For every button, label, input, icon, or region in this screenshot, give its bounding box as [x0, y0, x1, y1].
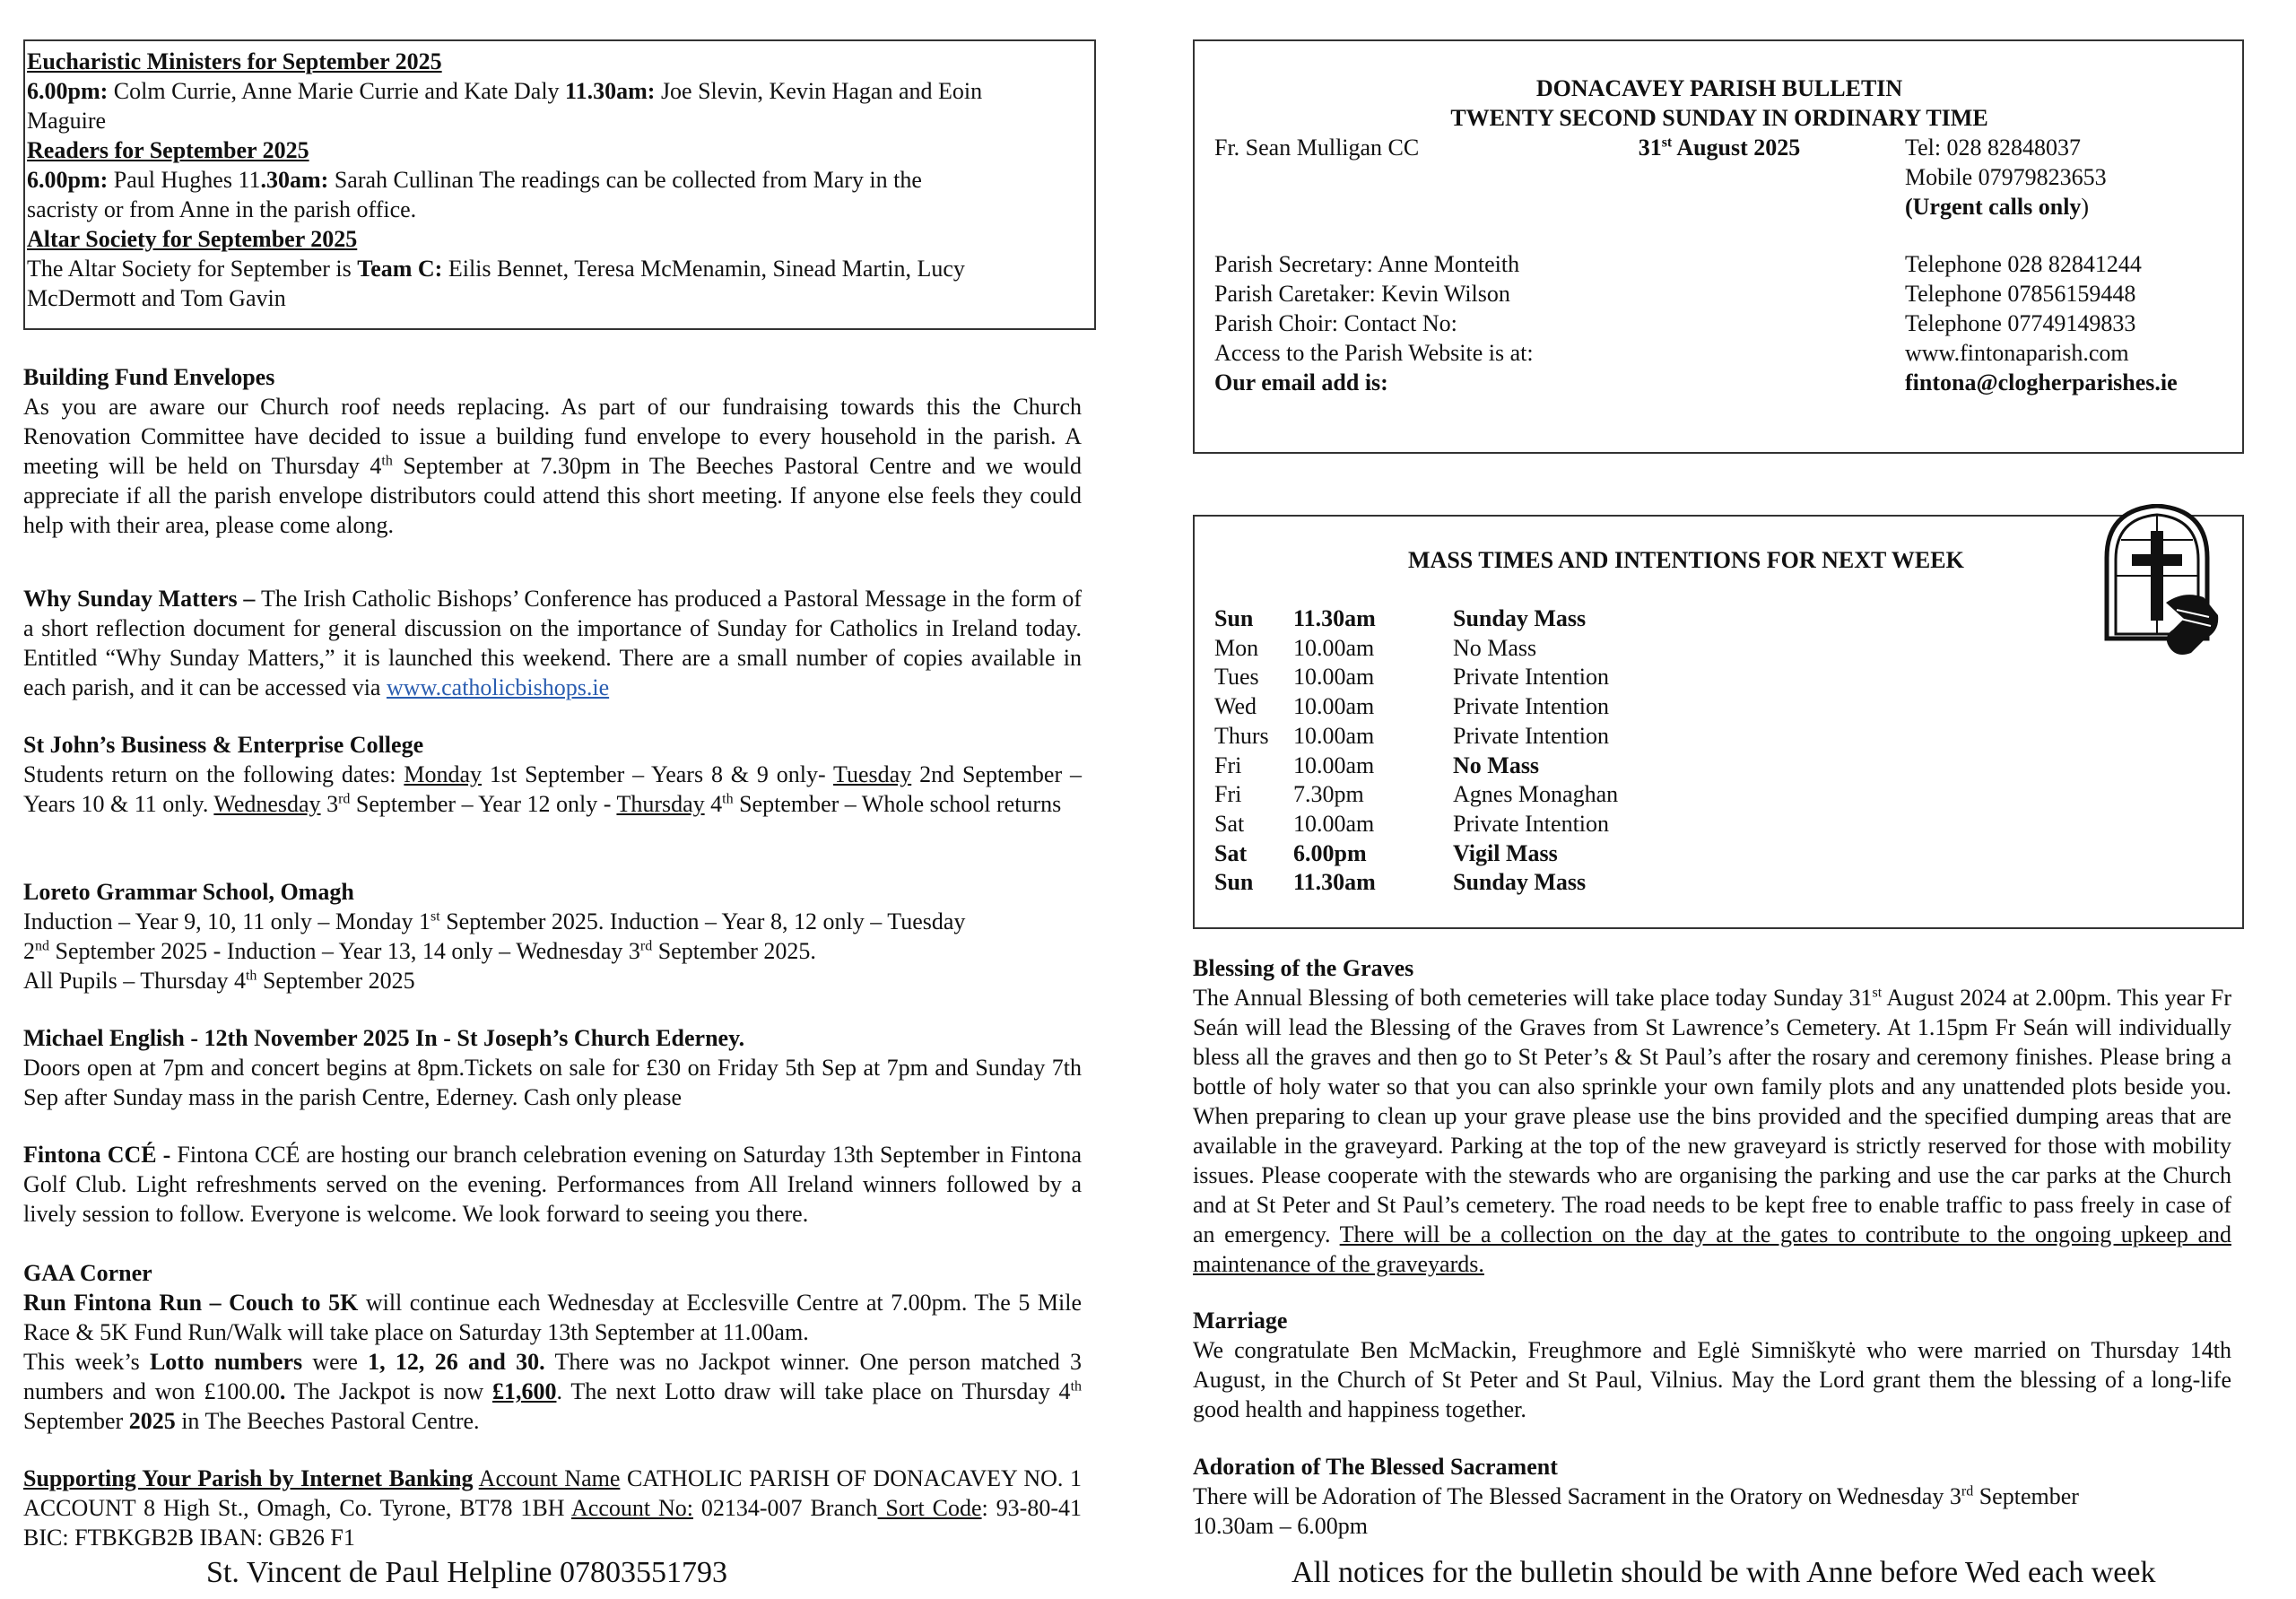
mass-day: Thurs	[1214, 722, 1269, 749]
mass-times-box	[1193, 515, 2244, 929]
internet-banking-heading: Supporting Your Parish by Internet Banking	[23, 1465, 474, 1491]
gaa-corner-heading: GAA Corner	[23, 1260, 152, 1286]
internet-banking-section: Supporting Your Parish by Internet Banking Account Name CATHOLIC PARISH OF DONACAVEY NO. 1 ACCOUNT 8 High St., Omagh, Co. Tyrone, BT78 1BH Account No: 02134-007 Branch Sort Code: 93-80-41 BIC: FTBKGB2B IBAN: GB26 F1	[23, 1465, 1082, 1551]
contact-value: Telephone 028 82841244	[1905, 251, 2142, 277]
mass-intention: Private Intention	[1453, 810, 1610, 837]
contact-row	[1214, 309, 2224, 338]
bulletin-header-box	[1193, 39, 2244, 454]
mass-times-list	[1214, 604, 1842, 898]
mass-row	[1214, 604, 1842, 634]
marriage-section	[1193, 1306, 2231, 1424]
michael-english-heading: Michael English - 12th November 2025 In - St Joseph’s Church Ederney.	[23, 1025, 745, 1051]
contact-label: Parish Secretary: Anne Monteith	[1214, 251, 1520, 277]
contact-row	[1214, 249, 2224, 279]
run-fintona-text: will continue each Wednesday at Ecclesville Centre at 7.00pm. The 5 Mile Race & 5K Fund Run/Walk will take place on Saturday 13th September at 11.00am.	[23, 1290, 1082, 1345]
fintona-cce-section	[23, 1140, 1082, 1229]
mass-intention: Agnes Monaghan	[1453, 781, 1619, 808]
bulletin-title: DONACAVEY PARISH BULLETIN	[1535, 75, 1903, 101]
gaa-corner-section: GAA Corner Run Fintona Run – Couch to 5K will continue each Wednesday at Ecclesville Centre at 7.00pm. The 5 Mile Race & 5K Fund Run/Walk will take place on Saturday 13th September at 11.00am. This week’s Lotto numbers were 1, 12, 26 and 30. There was no Jackpot winner. One person matched 3 numbers and won £100.00. The Jackpot is now £1,600. The next Lotto draw will take place on Thursday 4th September 2025 in The Beeches Pastoral Centre.	[23, 1260, 1083, 1434]
adoration-times: 10.30am – 6.00pm	[1193, 1513, 1368, 1539]
mass-row	[1214, 722, 1842, 752]
mass-time: 6.00pm	[1293, 839, 1367, 866]
st-johns-heading: St John’s Business & Enterprise College	[23, 732, 424, 758]
building-fund-text-2: September at 7.30pm in The Beeches Pastoral Centre and we would appreciate if all the parish envelope distributors could attend this short meeting. If anyone else feels they could help with their area, please come along.	[23, 453, 1082, 538]
email-row	[1214, 368, 2224, 397]
loreto-section: Loreto Grammar School, Omagh Induction – Year 9, 10, 11 only – Monday 1st September 2025. Induction – Year 8, 12 only – Tuesday 2nd September 2025 - Induction – Year 13, 14 only – Wednesday 3rd September 2025. All Pupils – Thursday 4th September 2025	[23, 877, 1100, 995]
mass-day: Fri	[1214, 781, 1242, 808]
mass-row	[1214, 663, 1842, 692]
ministers-names-2: Joe Slevin, Kevin Hagan and Eoin	[655, 78, 983, 104]
mass-intention: Private Intention	[1453, 664, 1610, 691]
blessing-graves-heading: Blessing of the Graves	[1193, 955, 1414, 981]
mass-intention: No Mass	[1453, 752, 1540, 778]
ministers-names-3: Maguire	[27, 108, 107, 134]
michael-english-text: Doors open at 7pm and concert begins at 8pm.Tickets on sale for £30 on Friday 5th Sep at 7pm and Sunday 7th Sep after Sunday mass in the parish Centre, Ederney. Cash only please	[23, 1055, 1082, 1110]
fintona-cce-text: Fintona CCÉ are hosting our branch celebration evening on Saturday 13th September in Fintona Golf Club. Light refreshments served on the evening. Performances from All Ireland winners followed by a lively session to follow. Everyone is welcome. We look forward to seeing you there.	[23, 1142, 1082, 1227]
mobile-row	[1214, 162, 2224, 192]
bulletin-date: 31st August 2025	[1638, 135, 1801, 161]
michael-english-section	[23, 1023, 1082, 1112]
mass-time: 11.30am	[1293, 869, 1376, 896]
blessing-graves-section: Blessing of the Graves The Annual Blessing of both cemeteries will take place today Sunday 31st August 2024 at 2.00pm. This year Fr Seán will lead the Blessing of the Graves from St Lawrence’s Cemetery. At 1.15pm Fr Seán will individually bless all the graves and then go to St Peter’s & St Paul’s after the rosary and ceremony finishes. Please bring a bottle of holy water so that you can also sprinkle your own family plots and any unattended plots beside you. When preparing to clean up your grave please use the bins provided and the specified dumping areas that are available in the graveyard. Parking at the top of the new graveyard is strictly reserved for those with mobility issues. Please cooperate with the stewards who are organising the parking and use the car parks at the Church and at St Peter and St Paul’s cemetery. The road needs to be kept free to enable traffic to pass freely in case of an emergency. There will be a collection on the day at the gates to contribute to the ongoing upkeep and maintenance of the graveyards.	[1193, 955, 2231, 1277]
ministers-names-1: Colm Currie, Anne Marie Currie and Kate Daly	[108, 78, 566, 104]
contact-row	[1214, 338, 2224, 368]
altar-team: Team C:	[357, 256, 443, 282]
marriage-heading: Marriage	[1193, 1308, 1288, 1334]
mass-row	[1214, 752, 1842, 781]
lotto-jackpot: £1,600	[491, 1378, 557, 1404]
bulletin-subtitle: TWENTY SECOND SUNDAY IN ORDINARY TIME	[1450, 105, 1988, 131]
mass-time: 11.30am	[1293, 605, 1376, 631]
mass-times-title: MASS TIMES AND INTENTIONS FOR NEXT WEEK	[1408, 547, 1964, 573]
adoration-heading: Adoration of The Blessed Sacrament	[1193, 1454, 1558, 1480]
altar-heading: Altar Society for September 2025	[27, 226, 358, 252]
loreto-heading: Loreto Grammar School, Omagh	[23, 879, 354, 905]
svp-helpline-footer: St. Vincent de Paul Helpline 07803551793	[206, 1556, 727, 1589]
mass-time: 10.00am	[1293, 722, 1375, 749]
mass-day: Sat	[1214, 839, 1248, 866]
priest-mobile: Mobile 07979823653	[1905, 164, 2107, 190]
building-fund-section: Building Fund Envelopes As you are aware our Church roof needs replacing. As part of our fundraising towards this the Church Renovation Committee have decided to issue a building fund envelope to every household in the parish. A meeting will be held on Thursday 4th September at 7.30pm in The Beeches Pastoral Centre and we would appreciate if all the parish envelope distributors could attend this short meeting. If anyone else feels they could help with their area, please come along.	[23, 364, 1082, 538]
mass-row	[1214, 868, 1842, 898]
mass-time: 10.00am	[1293, 693, 1375, 720]
contact-value[interactable]: www.fintonaparish.com	[1905, 340, 2129, 366]
readers-time-1: 6.00pm:	[27, 167, 109, 193]
fintona-cce-heading: Fintona CCÉ -	[23, 1142, 178, 1168]
mass-row	[1214, 839, 1842, 869]
email-label: Our email add is:	[1214, 369, 1388, 395]
graves-collection-note: There will be a collection on the day at the gates to contribute to the ongoing upkeep and maintenance of the graveyards.	[1193, 1221, 2231, 1277]
contact-label: Access to the Parish Website is at:	[1214, 340, 1534, 366]
mass-row	[1214, 780, 1842, 810]
contact-label: Parish Caretaker: Kevin Wilson	[1214, 281, 1510, 307]
readers-time-2: .30am:	[260, 167, 329, 193]
readers-name-1: Paul Hughes 11	[108, 167, 261, 193]
altar-names-1: Eilis Bennet, Teresa McMenamin, Sinead Martin, Lucy	[442, 256, 965, 282]
mass-day: Fri	[1214, 752, 1242, 778]
adoration-section: Adoration of The Blessed Sacrament There will be Adoration of The Blessed Sacrament in the Oratory on Wednesday 3rd September 10.30am – 6.00pm	[1193, 1452, 2242, 1541]
urgent-row: (Urgent calls only)	[1905, 194, 2090, 220]
urgent-calls-note: (Urgent calls only	[1905, 194, 2082, 220]
mass-day: Sat	[1214, 810, 1245, 837]
mass-time: 7.30pm	[1293, 781, 1364, 808]
mass-intention: Sunday Mass	[1453, 869, 1587, 896]
mass-day: Wed	[1214, 693, 1257, 720]
mass-day: Sun	[1214, 869, 1254, 896]
mass-day: Sun	[1214, 605, 1254, 631]
readers-section	[27, 135, 1089, 224]
altar-section	[27, 224, 1089, 313]
mass-day: Mon	[1214, 634, 1259, 661]
church-window-cross-hands-icon	[2094, 504, 2229, 662]
why-sunday-section	[23, 584, 1082, 702]
mass-time: 10.00am	[1293, 634, 1375, 661]
why-sunday-text: The Irish Catholic Bishops’ Conference has produced a Pastoral Message in the form of a short reflection document for general discussion on the importance of Sunday for Catholics in Ireland today. Entitled “Why Sunday Matters,” it is launched this weekend. There are a small number of copies available in each parish, and it can be accessed via	[23, 586, 1083, 700]
building-fund-text-1: As you are aware our Church roof needs replacing. As part of our fundraising towards this the Church Renovation Committee have decided to issue a building fund envelope to every household in the parish. A meeting will be held on Thursday 4	[23, 394, 1082, 479]
run-fintona-heading: Run Fintona Run – Couch to 5K	[23, 1290, 359, 1316]
mass-day: Tues	[1214, 664, 1259, 691]
priest-tel: Tel: 028 82848037	[1905, 135, 2082, 161]
ministers-time-2: 11.30am:	[565, 78, 656, 104]
priest-name: Fr. Sean Mulligan CC	[1214, 135, 1420, 161]
mass-row	[1214, 810, 1842, 839]
mass-time: 10.00am	[1293, 810, 1375, 837]
priest-row	[1214, 133, 2224, 162]
rota-box	[23, 39, 1096, 330]
mass-row	[1214, 692, 1842, 722]
altar-names-2: McDermott and Tom Gavin	[27, 285, 286, 311]
contact-value: Telephone 07749149833	[1905, 310, 2136, 336]
mass-intention: Vigil Mass	[1453, 839, 1558, 866]
ministers-heading: Eucharistic Ministers for September 2025	[27, 48, 442, 74]
mass-intention: Private Intention	[1453, 722, 1610, 749]
lotto-numbers: 1, 12, 26 and 30.	[368, 1349, 545, 1375]
contact-row	[1214, 279, 2224, 309]
ministers-time-1: 6.00pm:	[27, 78, 109, 104]
contact-label: Parish Choir: Contact No:	[1214, 310, 1457, 336]
altar-text-1: The Altar Society for September is	[27, 256, 358, 282]
mass-time: 10.00am	[1293, 664, 1375, 691]
contact-value: Telephone 07856159448	[1905, 281, 2136, 307]
readers-heading: Readers for September 2025	[27, 137, 309, 163]
building-fund-heading: Building Fund Envelopes	[23, 364, 275, 390]
mass-intention: Private Intention	[1453, 693, 1610, 720]
marriage-text: We congratulate Ben McMackin, Freughmore and Eglė Simniškytė who were married on Thursday 14th August, in the Church of St Peter and St Paul, Vilnius. May the Lord grant them the blessing of a long-life good health and happiness together.	[1193, 1337, 2231, 1422]
mass-time: 10.00am	[1293, 752, 1375, 778]
st-johns-section: St John’s Business & Enterprise College Students return on the following dates: Monday 1st September – Years 8 & 9 only- Tuesday 2nd September – Years 10 & 11 only. Wednesday 3rd September – Year 12 only - Thursday 4th September – Whole school returns	[23, 732, 1082, 817]
readers-note: sacristy or from Anne in the parish office.	[27, 196, 417, 222]
email-address[interactable]: fintona@clogherparishes.ie	[1905, 369, 2178, 395]
mass-intention: Sunday Mass	[1453, 605, 1587, 631]
why-sunday-heading: Why Sunday Matters –	[23, 586, 262, 612]
contact-list	[1214, 249, 2224, 368]
readers-name-2: Sarah Cullinan The readings can be collected from Mary in the	[328, 167, 922, 193]
catholic-bishops-link[interactable]: www.catholicbishops.ie	[386, 674, 610, 700]
mass-row	[1214, 634, 1842, 664]
notices-footer: All notices for the bulletin should be with Anne before Wed each week	[1292, 1556, 2156, 1589]
mass-intention: No Mass	[1453, 634, 1537, 661]
ministers-section	[27, 47, 1089, 135]
